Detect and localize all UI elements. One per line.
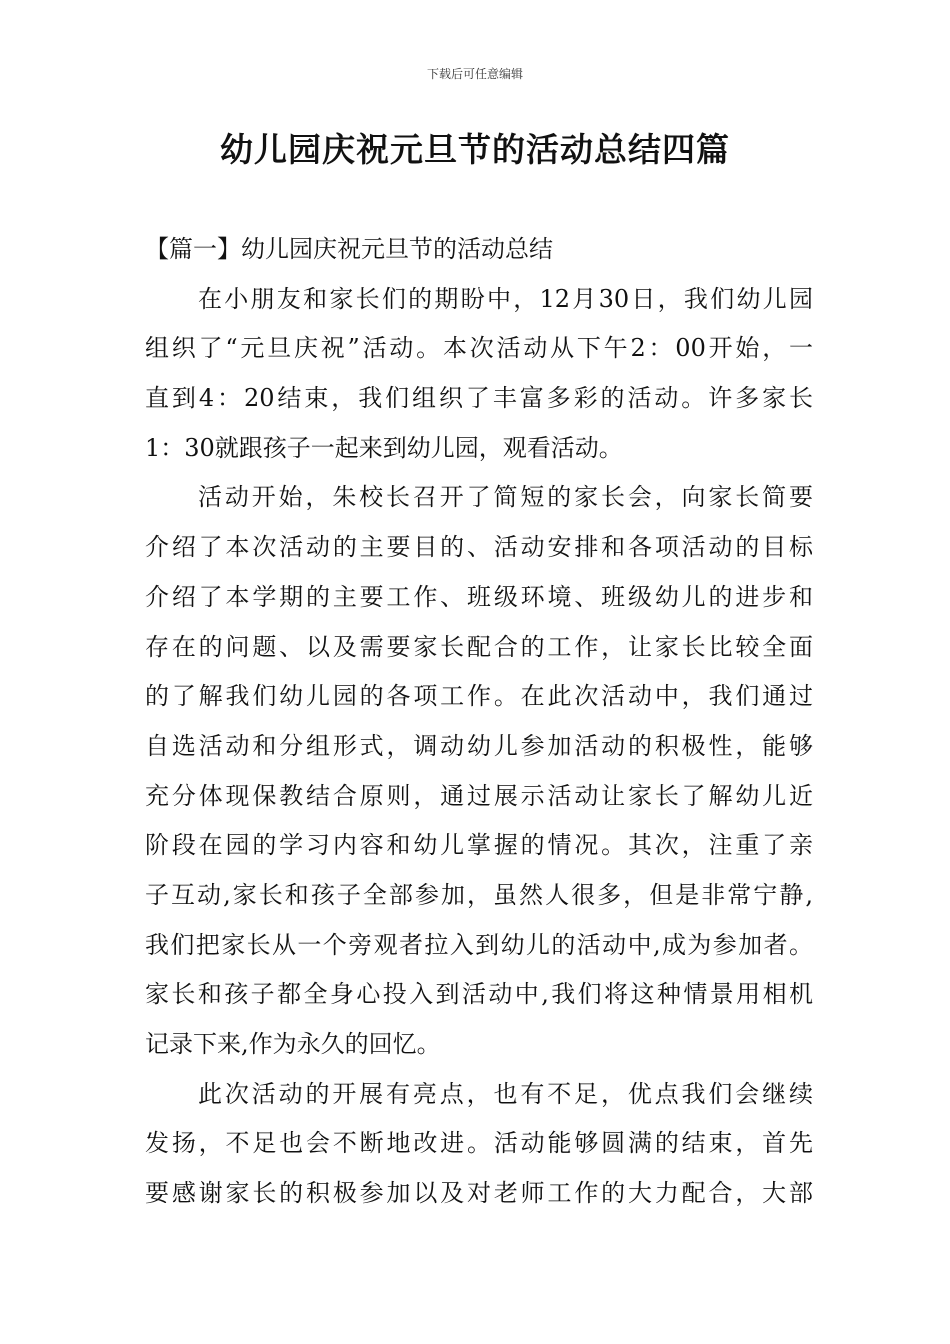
paragraph-line: 在小朋友和家长们的期盼中，12月30日，我们幼儿园 [198, 284, 813, 313]
paragraph-line: 1：30就跟孩子一起来到幼儿园，观看活动。 [145, 433, 623, 462]
paragraph-line: 发扬，不足也会不断地改进。活动能够圆满的结束，首先 [145, 1129, 813, 1158]
document-title: 幼儿园庆祝元旦节的活动总结四篇 [220, 130, 730, 169]
paragraph-line: 自选活动和分组形式，调动幼儿参加活动的积极性，能够 [145, 731, 813, 760]
paragraph [145, 473, 813, 1069]
paragraph-line: 我们把家长从一个旁观者拉入到幼儿的活动中,成为参加者。 [145, 930, 813, 959]
paragraph-list [145, 275, 813, 1219]
paragraph-line: 介绍了本次活动的主要目的、活动安排和各项活动的目标 [145, 533, 813, 562]
paragraph-line: 组织了“元旦庆祝”活动。本次活动从下午2：00开始，一 [145, 334, 813, 363]
paragraph [145, 275, 813, 474]
document-body [145, 225, 813, 1219]
section-heading: 【篇一】幼儿园庆祝元旦节的活动总结 [145, 235, 553, 263]
paragraph-line: 家长和孩子都全身心投入到活动中,我们将这种情景用相机 [145, 980, 813, 1009]
paragraph-line: 此次活动的开展有亮点，也有不足，优点我们会继续 [198, 1079, 813, 1108]
paragraph-line: 的了解我们幼儿园的各项工作。在此次活动中，我们通过 [145, 682, 813, 711]
paragraph-line: 充分体现保教结合原则，通过展示活动让家长了解幼儿近 [145, 781, 813, 810]
paragraph-line: 直到4：20结束，我们组织了丰富多彩的活动。许多家长 [145, 384, 813, 413]
paragraph-line: 要感谢家长的积极参加以及对老师工作的大力配合，大部 [145, 1179, 813, 1208]
paragraph [145, 1070, 813, 1219]
paragraph-line: 介绍了本学期的主要工作、班级环境、班级幼儿的进步和 [145, 582, 813, 611]
header-note: 下载后可任意编辑 [426, 67, 523, 81]
paragraph-line: 记录下来,作为永久的回忆。 [145, 1030, 441, 1059]
paragraph-line: 活动开始，朱校长召开了简短的家长会，向家长简要 [198, 483, 813, 512]
paragraph-line: 子互动,家长和孩子全部参加，虽然人很多，但是非常宁静, [145, 880, 813, 909]
paragraph-line: 存在的问题、以及需要家长配合的工作，让家长比较全面 [145, 632, 813, 661]
paragraph-line: 阶段在园的学习内容和幼儿掌握的情况。其次，注重了亲 [145, 831, 813, 860]
